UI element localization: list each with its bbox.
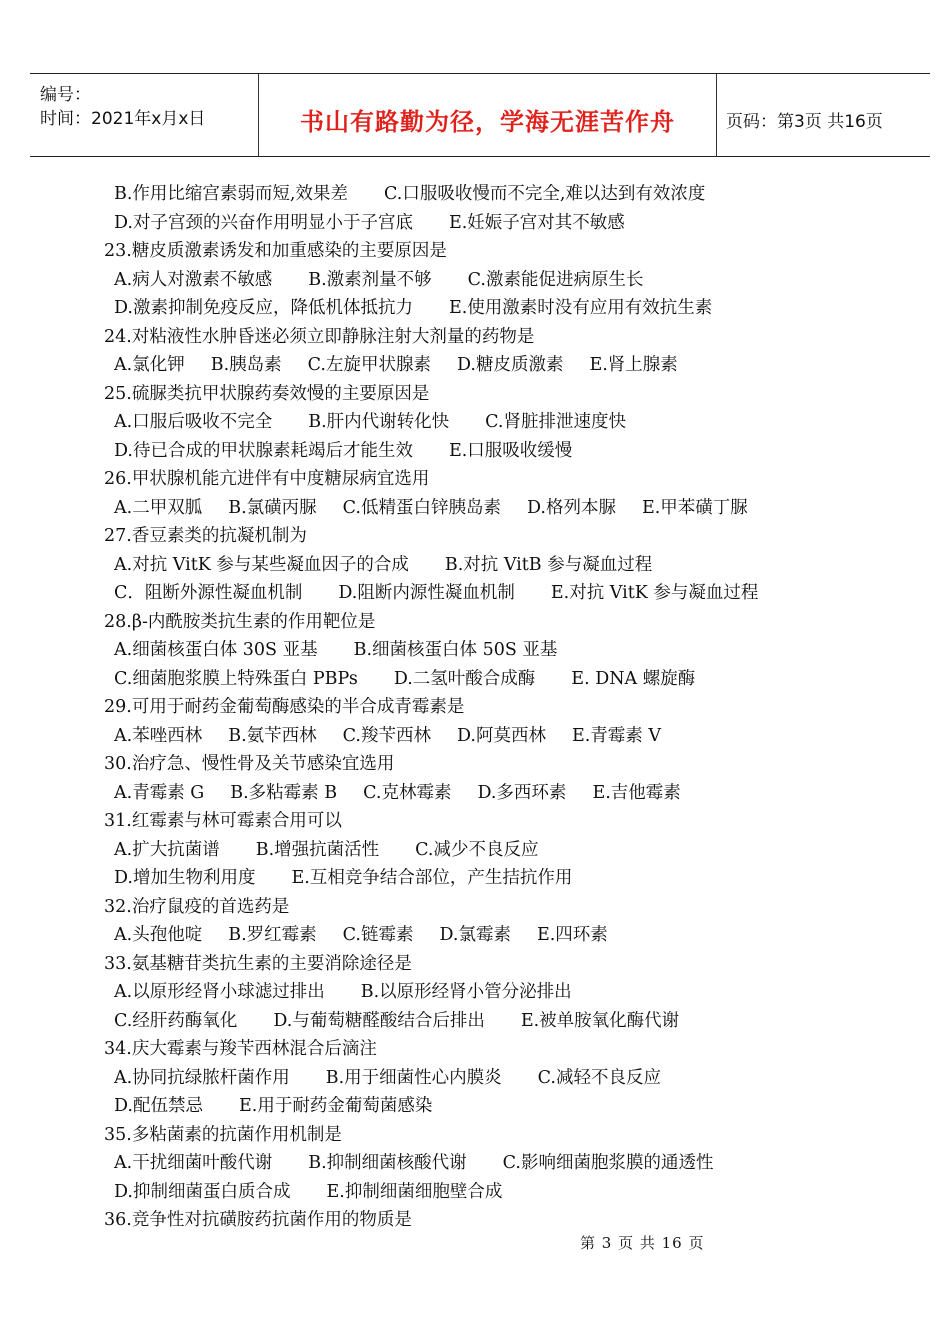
question-text: 28.β-内酰胺类抗生素的作用靶位是 bbox=[104, 611, 376, 632]
option-text: E.被单胺氧化酶代谢 bbox=[520, 1010, 680, 1031]
option-line bbox=[104, 294, 904, 323]
document-time-label: 时间：2021年x月x日 bbox=[40, 109, 206, 129]
option-text: E.肾上腺素 bbox=[589, 355, 678, 375]
option-line bbox=[104, 266, 904, 295]
option-text: C.减轻不良反应 bbox=[537, 1067, 661, 1088]
question-line bbox=[104, 1206, 904, 1235]
option-line bbox=[104, 1092, 904, 1121]
question-line bbox=[104, 522, 904, 551]
option-text: C.羧苄西林 bbox=[342, 725, 431, 746]
option-text: B.肝内代谢转化快 bbox=[308, 412, 450, 432]
question-list bbox=[104, 180, 904, 1235]
option-line bbox=[104, 437, 904, 466]
question-line bbox=[104, 608, 904, 637]
option-text: E.吉他霉素 bbox=[592, 782, 681, 803]
question-text: 31.红霉素与林可霉素合用可以 bbox=[104, 811, 342, 831]
option-text: B.罗红霉素 bbox=[228, 925, 317, 945]
option-text: A.青霉素 G bbox=[114, 782, 205, 803]
option-text: C.减少不良反应 bbox=[415, 839, 539, 860]
option-text: E.青霉素 V bbox=[571, 725, 662, 746]
option-text: B.增强抗菌活性 bbox=[255, 839, 380, 860]
document-number-label: 编号： bbox=[40, 85, 91, 105]
option-line bbox=[104, 1007, 904, 1036]
option-text: B.激素剂量不够 bbox=[308, 269, 432, 290]
question-line bbox=[104, 1121, 904, 1150]
option-text: C.细菌胞浆膜上特殊蛋白 PBPs bbox=[114, 668, 358, 689]
option-text: C.激素能促进病原生长 bbox=[467, 269, 644, 290]
question-text: 34.庆大霉素与羧苄西林混合后滴注 bbox=[104, 1039, 377, 1059]
option-line bbox=[104, 836, 904, 865]
question-line bbox=[104, 237, 904, 266]
option-text: C.左旋甲状腺素 bbox=[307, 355, 431, 375]
option-line bbox=[104, 921, 904, 950]
question-line bbox=[104, 750, 904, 779]
option-line bbox=[104, 209, 904, 238]
option-line bbox=[104, 351, 904, 380]
option-text: A.协同抗绿脓杆菌作用 bbox=[114, 1067, 290, 1088]
option-text: A.二甲双胍 bbox=[114, 497, 203, 518]
option-line bbox=[104, 722, 904, 751]
option-line bbox=[104, 551, 904, 580]
option-text: B.氯磺丙脲 bbox=[228, 497, 317, 518]
header-motto: 书山有路勤为径，学海无涯苦作舟 bbox=[300, 108, 675, 136]
question-line bbox=[104, 950, 904, 979]
option-line bbox=[104, 978, 904, 1007]
option-text: E.对抗 VitK 参与凝血过程 bbox=[550, 583, 759, 603]
option-text: D.待已合成的甲状腺素耗竭后才能生效 bbox=[114, 440, 413, 461]
question-text: 25.硫脲类抗甲状腺药奏效慢的主要原因是 bbox=[104, 383, 430, 404]
option-text: D.配伍禁忌 bbox=[114, 1096, 203, 1116]
option-text: B.对抗 VitB 参与凝血过程 bbox=[444, 554, 653, 575]
question-text: 36.竞争性对抗磺胺药抗菌作用的物质是 bbox=[104, 1210, 412, 1230]
option-text: B.抑制细菌核酸代谢 bbox=[308, 1153, 467, 1173]
question-text: 27.香豆素类的抗凝机制为 bbox=[104, 526, 307, 546]
option-text: B.以原形经肾小管分泌排出 bbox=[360, 982, 572, 1002]
question-text: 23.糖皮质激素诱发和加重感染的主要原因是 bbox=[104, 241, 447, 261]
option-text: C.影响细菌胞浆膜的通透性 bbox=[502, 1153, 714, 1173]
option-line bbox=[104, 1064, 904, 1093]
question-text: 30.治疗急、慢性骨及关节感染宜选用 bbox=[104, 754, 395, 774]
option-text: B.多粘霉素 B bbox=[230, 782, 338, 803]
page-footer: 第 3 页 共 16 页 bbox=[580, 1234, 705, 1252]
option-line bbox=[104, 779, 904, 808]
option-line bbox=[104, 494, 904, 523]
option-text: D.抑制细菌蛋白质合成 bbox=[114, 1181, 291, 1202]
option-text: C.低精蛋白锌胰岛素 bbox=[342, 497, 501, 518]
option-text: B.氨苄西林 bbox=[228, 725, 317, 746]
option-line bbox=[104, 579, 904, 608]
option-text: A.头孢他啶 bbox=[114, 925, 203, 945]
option-text: A.干扰细菌叶酸代谢 bbox=[114, 1153, 273, 1173]
option-text: C.经肝药酶氧化 bbox=[114, 1010, 238, 1031]
question-text: 24.对粘液性水肿昏迷必须立即静脉注射大剂量的药物是 bbox=[104, 326, 535, 347]
option-text: D.二氢叶酸合成酶 bbox=[393, 668, 536, 689]
document-header bbox=[30, 73, 930, 157]
option-text: A.口服后吸收不完全 bbox=[114, 412, 273, 432]
option-text: A.苯唑西林 bbox=[114, 725, 203, 746]
option-text: E.四环素 bbox=[536, 925, 608, 945]
option-text: E.甲苯磺丁脲 bbox=[641, 497, 748, 518]
question-line bbox=[104, 693, 904, 722]
option-text: D.阻断内源性凝血机制 bbox=[338, 583, 515, 603]
header-page-number: 页码：第3页 共16页 bbox=[726, 112, 883, 132]
option-line bbox=[104, 864, 904, 893]
question-line bbox=[104, 465, 904, 494]
question-line bbox=[104, 893, 904, 922]
option-text: A.扩大抗菌谱 bbox=[114, 839, 220, 860]
option-text: A.以原形经肾小球滤过排出 bbox=[114, 982, 325, 1002]
question-text: 26.甲状腺机能亢进伴有中度糖尿病宜选用 bbox=[104, 469, 430, 489]
question-line bbox=[104, 1035, 904, 1064]
question-line bbox=[104, 380, 904, 409]
option-text: D.阿莫西林 bbox=[456, 725, 546, 746]
option-line bbox=[104, 1178, 904, 1207]
option-text: B.作用比缩宫素弱而短,效果差 bbox=[114, 184, 348, 204]
option-text: E.使用激素时没有应用有效抗生素 bbox=[448, 298, 713, 318]
option-text: B.用于细菌性心内膜炎 bbox=[325, 1067, 502, 1088]
option-text: D.增加生物利用度 bbox=[114, 868, 256, 888]
option-text: A.细菌核蛋白体 30S 亚基 bbox=[114, 640, 318, 660]
option-text: C.口服吸收慢而不完全,难以达到有效浓度 bbox=[384, 184, 706, 204]
option-text: E.抑制细菌细胞壁合成 bbox=[326, 1181, 503, 1202]
header-meta-cell bbox=[30, 74, 258, 156]
question-text: 35.多粘菌素的抗菌作用机制是 bbox=[104, 1124, 342, 1145]
option-line bbox=[104, 408, 904, 437]
option-text: D.与葡萄糖醛酸结合后排出 bbox=[273, 1010, 485, 1031]
option-text: C.链霉素 bbox=[342, 925, 414, 945]
option-text: D.激素抑制免疫反应，降低机体抵抗力 bbox=[114, 298, 413, 318]
question-line bbox=[104, 323, 904, 352]
option-text: E.互相竞争结合部位，产生拮抗作用 bbox=[291, 868, 573, 888]
option-text: E.口服吸收缓慢 bbox=[448, 440, 573, 461]
option-line bbox=[104, 180, 904, 209]
question-line bbox=[104, 807, 904, 836]
header-motto-cell bbox=[258, 74, 717, 156]
option-text: E. DNA 螺旋酶 bbox=[571, 668, 696, 689]
option-text: B.胰岛素 bbox=[210, 355, 282, 375]
option-text: A.对抗 VitK 参与某些凝血因子的合成 bbox=[114, 554, 409, 575]
option-line bbox=[104, 665, 904, 694]
option-line bbox=[104, 636, 904, 665]
option-text: D.糖皮质激素 bbox=[456, 355, 564, 375]
option-text: C．阻断外源性凝血机制 bbox=[114, 583, 303, 603]
header-page-cell bbox=[716, 74, 930, 156]
question-text: 32.治疗鼠疫的首选药是 bbox=[104, 896, 290, 917]
question-text: 29.可用于耐药金葡萄酶感染的半合成青霉素是 bbox=[104, 697, 465, 717]
option-text: A.氯化钾 bbox=[114, 355, 185, 375]
option-text: C.肾脏排泄速度快 bbox=[485, 412, 626, 432]
option-line bbox=[104, 1149, 904, 1178]
option-text: A.病人对激素不敏感 bbox=[114, 269, 273, 290]
question-text: 33.氨基糖苷类抗生素的主要消除途径是 bbox=[104, 953, 412, 974]
option-text: E.妊娠子宫对其不敏感 bbox=[448, 212, 625, 233]
option-text: D.多西环素 bbox=[477, 782, 567, 803]
option-text: E.用于耐药金葡萄菌感染 bbox=[238, 1096, 433, 1116]
option-text: D.对子宫颈的兴奋作用明显小于子宫底 bbox=[114, 212, 413, 233]
option-text: B.细菌核蛋白体 50S 亚基 bbox=[353, 640, 558, 660]
option-text: C.克林霉素 bbox=[363, 782, 452, 803]
option-text: D.格列本脲 bbox=[526, 497, 616, 518]
option-text: D.氯霉素 bbox=[439, 925, 511, 945]
